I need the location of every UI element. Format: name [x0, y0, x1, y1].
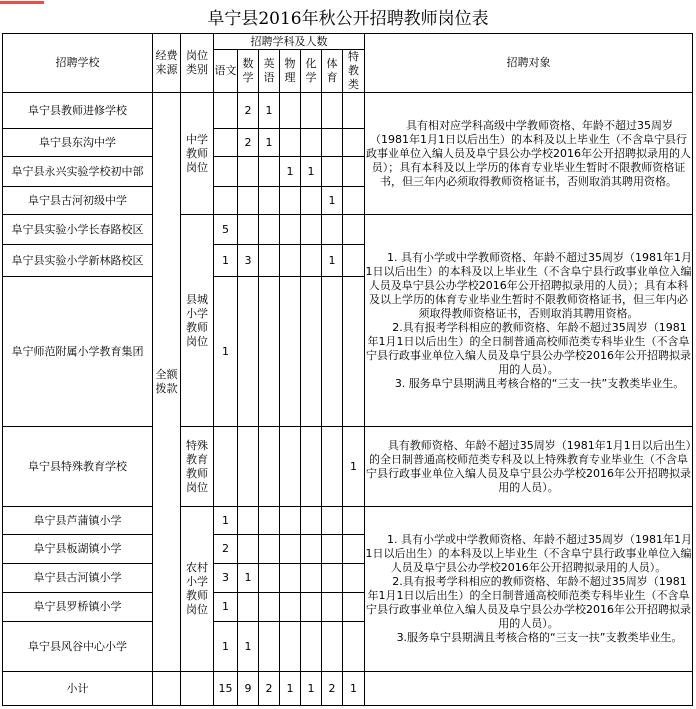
count-cell — [301, 187, 322, 215]
count-cell: 1 — [214, 245, 238, 277]
count-cell — [343, 215, 365, 245]
count-cell — [259, 564, 280, 593]
target-paragraph: 3.服务阜宁县期满且考核合格的“三支一扶”支教类毕业生。 — [396, 631, 683, 644]
count-cell — [322, 129, 343, 157]
count-cell — [301, 622, 322, 672]
school-name: 阜宁县风谷中心小学 — [3, 622, 153, 672]
count-cell: 1 — [322, 187, 343, 215]
count-cell — [238, 187, 259, 215]
count-cell — [280, 215, 301, 245]
count-cell — [259, 427, 280, 507]
target-paragraph: 具有相对应学科高级中学教师资格、年龄不超过35周岁（1981年1月1日以后出生）的本科及以上毕业生（不含阜宁县行政事业单位入编人员及阜宁县公办学校2016年公开招聘拟录用的人员）；具有本科及以上学历的体育专业毕业生暂时不限教师资格证书，但三年内必须取得教师资格证书，否则取消其聘用资格。 — [366, 118, 692, 188]
count-cell — [301, 507, 322, 535]
total-cell: 2 — [322, 672, 343, 706]
school-name: 阜宁县罗桥镇小学 — [3, 593, 153, 622]
header-subject: 物理 — [280, 50, 301, 93]
header-subject: 英语 — [259, 50, 280, 93]
count-cell — [301, 93, 322, 129]
table-row — [3, 427, 693, 507]
count-cell — [280, 507, 301, 535]
count-cell — [301, 593, 322, 622]
count-cell — [259, 245, 280, 277]
count-cell — [259, 622, 280, 672]
school-name: 阜宁县芦蒲镇小学 — [3, 507, 153, 535]
count-cell — [322, 593, 343, 622]
funding-cell: 全额拨款 — [153, 93, 181, 672]
count-cell — [280, 129, 301, 157]
count-cell — [238, 277, 259, 427]
table-row — [3, 507, 693, 535]
total-cell: 2 — [259, 672, 280, 706]
category-rural: 农村小学教师岗位 — [181, 507, 214, 672]
count-cell: 1 — [259, 93, 280, 129]
count-cell — [214, 187, 238, 215]
count-cell — [259, 593, 280, 622]
count-cell: 1 — [238, 622, 259, 672]
school-name: 阜宁县古河初级中学 — [3, 187, 153, 215]
count-cell — [280, 622, 301, 672]
count-cell: 5 — [214, 215, 238, 245]
count-cell — [322, 93, 343, 129]
count-cell — [343, 622, 365, 672]
count-cell — [280, 245, 301, 277]
count-cell — [280, 593, 301, 622]
target-paragraph: 1. 具有小学或中学教师资格、年龄不超过35周岁（1981年1月1日以后出生）的本科及以上毕业生（不含阜宁县行政事业单位入编人员及阜宁县公办学校2016年公开招聘拟录用的人员）。 — [365, 533, 692, 574]
total-row — [3, 672, 693, 706]
count-cell — [301, 215, 322, 245]
school-name: 阜宁县永兴实验学校初中部 — [3, 157, 153, 187]
total-cell: 9 — [238, 672, 259, 706]
count-cell — [301, 427, 322, 507]
count-cell: 1 — [214, 277, 238, 427]
school-name: 阜宁师范附属小学教育集团 — [3, 277, 153, 427]
target-middle — [365, 93, 693, 215]
count-cell: 1 — [238, 564, 259, 593]
header-subject: 特教类 — [343, 50, 365, 93]
table-row — [3, 93, 693, 129]
count-cell — [301, 564, 322, 593]
count-cell: 1 — [214, 593, 238, 622]
count-cell — [343, 187, 365, 215]
count-cell — [343, 535, 365, 564]
total-cell: 1 — [280, 672, 301, 706]
header-subject: 体育 — [322, 50, 343, 93]
school-name: 阜宁县东沟中学 — [3, 129, 153, 157]
count-cell — [322, 507, 343, 535]
count-cell — [343, 157, 365, 187]
count-cell — [343, 93, 365, 129]
count-cell — [343, 593, 365, 622]
count-cell — [322, 277, 343, 427]
count-cell — [280, 277, 301, 427]
category-special: 特殊教育教师岗位 — [181, 427, 214, 507]
count-cell — [280, 427, 301, 507]
header-funding: 经费来源 — [153, 34, 181, 93]
count-cell — [238, 157, 259, 187]
target-paragraph: 2.具有报考学科相应的教师资格、年龄不超过35周岁（1981年1月1日以后出生）的全日制普通高校师范类专科毕业生（不含阜宁县行政事业单位入编人员及阜宁县公办学校2016年公开招聘拟录用的人员）。 — [366, 320, 692, 376]
total-label: 小计 — [3, 672, 153, 706]
count-cell — [343, 277, 365, 427]
count-cell — [343, 564, 365, 593]
count-cell: 3 — [238, 245, 259, 277]
table-row — [3, 215, 693, 245]
empty-cell — [181, 672, 214, 706]
count-cell: 1 — [343, 427, 365, 507]
school-name: 阜宁县实验小学新林路校区 — [3, 245, 153, 277]
count-cell — [214, 129, 238, 157]
target-rural — [365, 507, 693, 672]
count-cell — [343, 507, 365, 535]
count-cell — [301, 129, 322, 157]
count-cell: 1 — [322, 245, 343, 277]
count-cell — [301, 535, 322, 564]
count-cell — [238, 507, 259, 535]
count-cell — [280, 187, 301, 215]
total-cell: 15 — [214, 672, 238, 706]
count-cell: 1 — [280, 157, 301, 187]
count-cell — [322, 157, 343, 187]
count-cell — [301, 277, 322, 427]
empty-cell — [365, 672, 693, 706]
count-cell — [280, 535, 301, 564]
school-name: 阜宁县教师进修学校 — [3, 93, 153, 129]
target-paragraph: 具有教师资格、年龄不超过35周岁（1981年1月1日以后出生）的全日制普通高校师范类专科及以上特殊教育专业毕业生（不含阜宁县行政事业单位入编人员及阜宁县公办学校2016年公开招聘拟录用的人员）。 — [366, 438, 692, 494]
empty-cell — [153, 672, 181, 706]
count-cell — [343, 129, 365, 157]
count-cell: 2 — [238, 129, 259, 157]
count-cell — [322, 622, 343, 672]
count-cell: 1 — [214, 507, 238, 535]
target-special — [365, 427, 693, 507]
target-paragraph: 3. 服务阜宁县期满且考核合格的“三支一扶”支教类毕业生。 — [394, 376, 685, 390]
count-cell: 3 — [214, 564, 238, 593]
count-cell — [238, 215, 259, 245]
count-cell — [214, 427, 238, 507]
count-cell — [259, 277, 280, 427]
header-school: 招聘学校 — [3, 34, 153, 93]
count-cell: 2 — [214, 535, 238, 564]
count-cell — [301, 245, 322, 277]
count-cell — [259, 507, 280, 535]
page-title: 阜宁县2016年秋公开招聘教师岗位表 — [207, 9, 489, 29]
count-cell — [238, 535, 259, 564]
school-name: 阜宁县板湖镇小学 — [3, 535, 153, 564]
count-cell — [343, 245, 365, 277]
recruitment-table — [2, 33, 693, 706]
count-cell — [322, 427, 343, 507]
header-subjects-group: 招聘学科及人数 — [214, 34, 365, 50]
school-name: 阜宁县实验小学长春路校区 — [3, 215, 153, 245]
count-cell: 1 — [214, 622, 238, 672]
header-target: 招聘对象 — [365, 34, 693, 93]
count-cell — [259, 535, 280, 564]
target-paragraph: 2.具有报考学科相应的教师资格、年龄不超过35周岁（1981年1月1日以后出生）的全日制普通高校师范类专科毕业生（不含阜宁县行政事业单位入编人员及阜宁县公办学校2016年公开招聘拟录用的人员）。 — [366, 575, 692, 630]
total-cell: 1 — [301, 672, 322, 706]
count-cell — [280, 93, 301, 129]
school-name: 阜宁县特殊教育学校 — [3, 427, 153, 507]
count-cell — [238, 427, 259, 507]
count-cell — [322, 535, 343, 564]
count-cell — [322, 564, 343, 593]
total-cell: 1 — [343, 672, 365, 706]
category-county: 县城小学教师岗位 — [181, 215, 214, 427]
header-category: 岗位类别 — [181, 34, 214, 93]
count-cell: 2 — [238, 93, 259, 129]
count-cell — [238, 593, 259, 622]
count-cell — [259, 157, 280, 187]
count-cell — [214, 93, 238, 129]
count-cell — [322, 215, 343, 245]
header-subject: 数学 — [238, 50, 259, 93]
target-paragraph: 1. 具有小学或中学教师资格、年龄不超过35周岁（1981年1月1日以后出生）的本科及以上毕业生（不含阜宁县行政事业单位入编人员及阜宁县公办学校2016年公开招聘拟录用的人员）；具有本科及以上学历的体育专业毕业生暂时不限教师资格证书，但三年内必须取得教师资格证书，否则取消其聘用资格。 — [365, 250, 692, 320]
count-cell — [280, 564, 301, 593]
count-cell — [214, 157, 238, 187]
school-name: 阜宁县古河镇小学 — [3, 564, 153, 593]
category-middle: 中学教师岗位 — [181, 93, 214, 215]
count-cell: 1 — [301, 157, 322, 187]
count-cell — [259, 215, 280, 245]
count-cell: 1 — [259, 129, 280, 157]
count-cell — [259, 187, 280, 215]
header-subject: 语文 — [214, 50, 238, 93]
target-county — [365, 215, 693, 427]
header-subject: 化学 — [301, 50, 322, 93]
